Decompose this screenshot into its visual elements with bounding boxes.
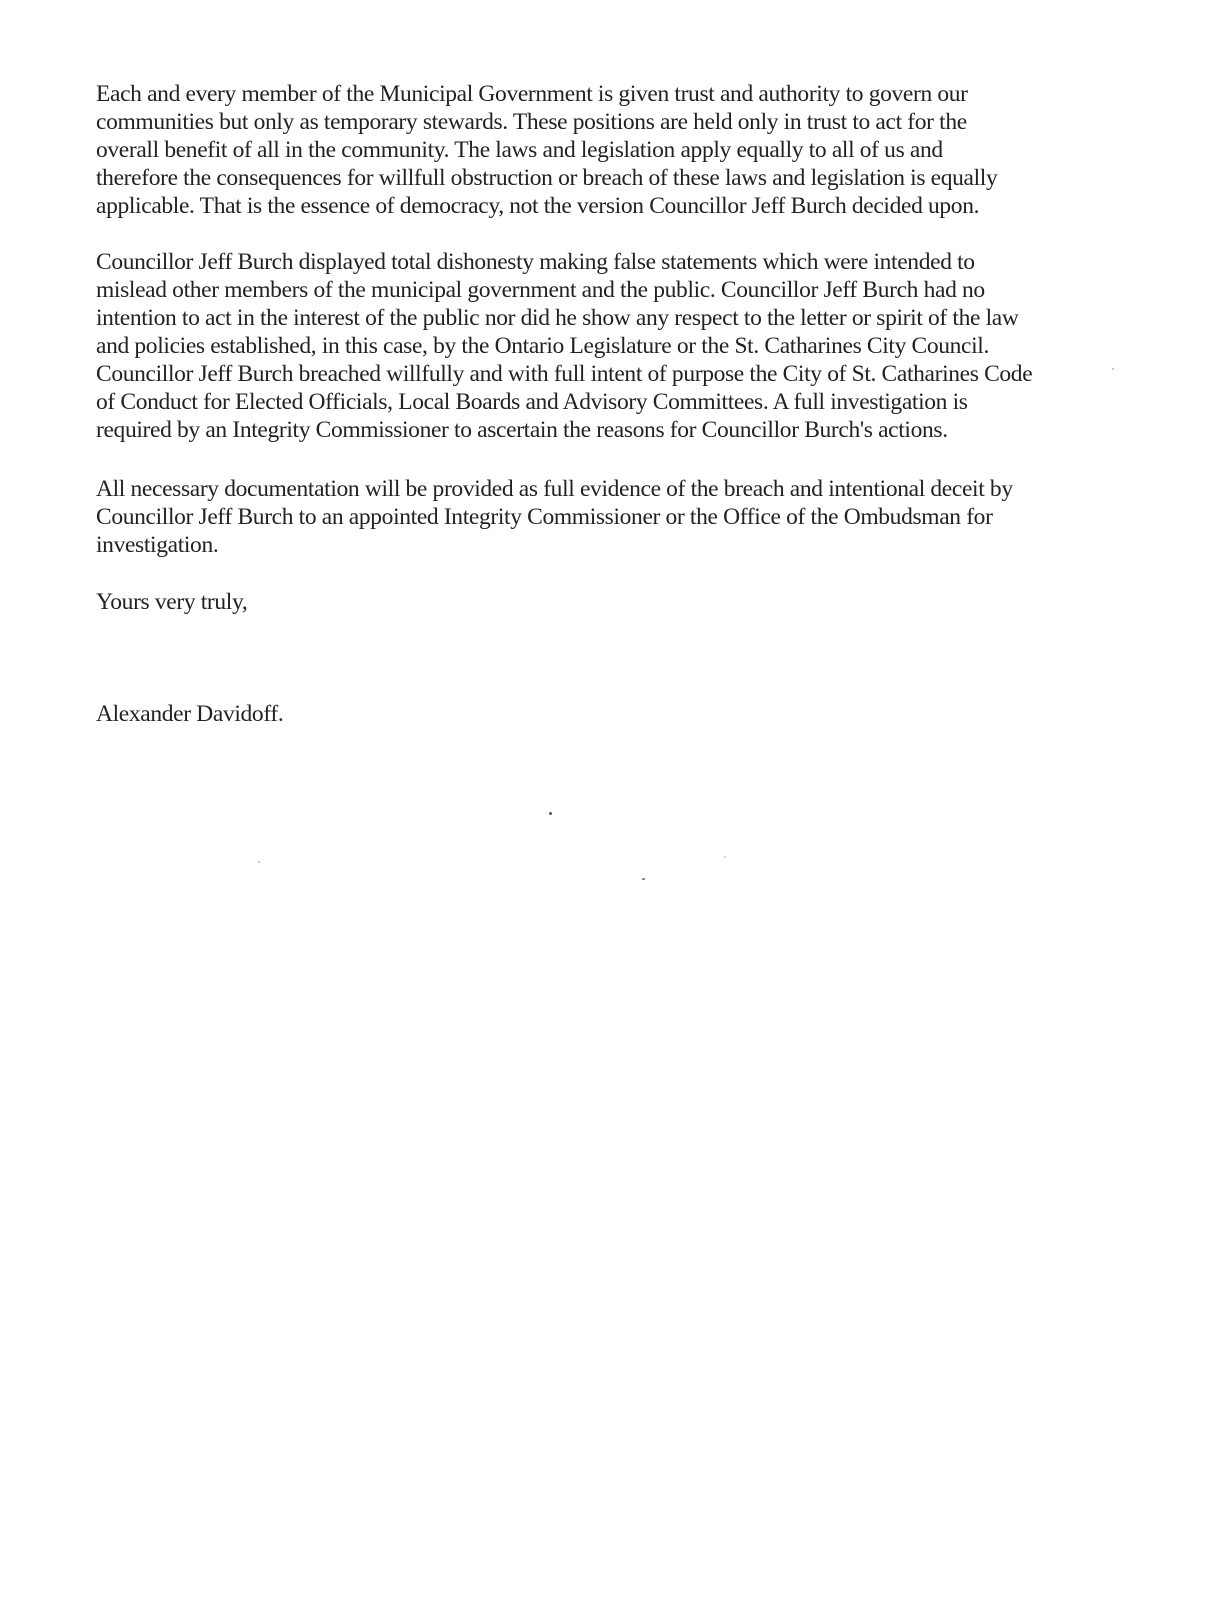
scan-speck <box>1112 368 1114 370</box>
scan-speck <box>258 861 260 863</box>
scan-speck <box>724 856 726 858</box>
signature-name: Alexander Davidoff. <box>96 701 284 727</box>
text-line: mislead other members of the municipal government and the public. Councillor Jeff Burch had no <box>96 277 985 303</box>
text-line: of Conduct for Elected Officials, Local Boards and Advisory Committees. A full investigation is <box>96 389 968 415</box>
paragraph-documentation <box>96 475 1013 559</box>
text-line: investigation. <box>96 532 219 558</box>
text-line: and policies established, in this case, by the Ontario Legislature or the St. Catharines City Council. <box>96 333 990 359</box>
text-line: Councillor Jeff Burch displayed total dishonesty making false statements which were intended to <box>96 249 975 275</box>
scan-speck <box>642 878 645 880</box>
letter-closing <box>96 588 247 616</box>
paragraph-allegations <box>96 248 1032 444</box>
text-line: intention to act in the interest of the public nor did he show any respect to the letter or spirit of the law <box>96 305 1019 331</box>
text-line: applicable. That is the essence of democracy, not the version Councillor Jeff Burch decided upon. <box>96 193 980 219</box>
text-line: Councillor Jeff Burch breached willfully and with full intent of purpose the City of St. Catharines Code <box>96 361 1033 387</box>
text-line: Councillor Jeff Burch to an appointed Integrity Commissioner or the Office of the Ombudsman for <box>96 504 993 530</box>
text-line: required by an Integrity Commissioner to ascertain the reasons for Councillor Burch's actions. <box>96 417 948 443</box>
text-line: Each and every member of the Municipal Government is given trust and authority to govern our <box>96 81 968 107</box>
text-line: communities but only as temporary stewards. These positions are held only in trust to act for the <box>96 109 967 135</box>
text-line: overall benefit of all in the community. The laws and legislation apply equally to all of us and <box>96 137 943 163</box>
letter-signature <box>96 700 283 728</box>
text-line: therefore the consequences for willfull obstruction or breach of these laws and legislation is equally <box>96 165 998 191</box>
text-line: All necessary documentation will be provided as full evidence of the breach and intentional deceit by <box>96 476 1013 502</box>
closing-text: Yours very truly, <box>96 589 248 615</box>
paragraph-democracy <box>96 80 997 220</box>
scan-speck <box>549 812 552 815</box>
